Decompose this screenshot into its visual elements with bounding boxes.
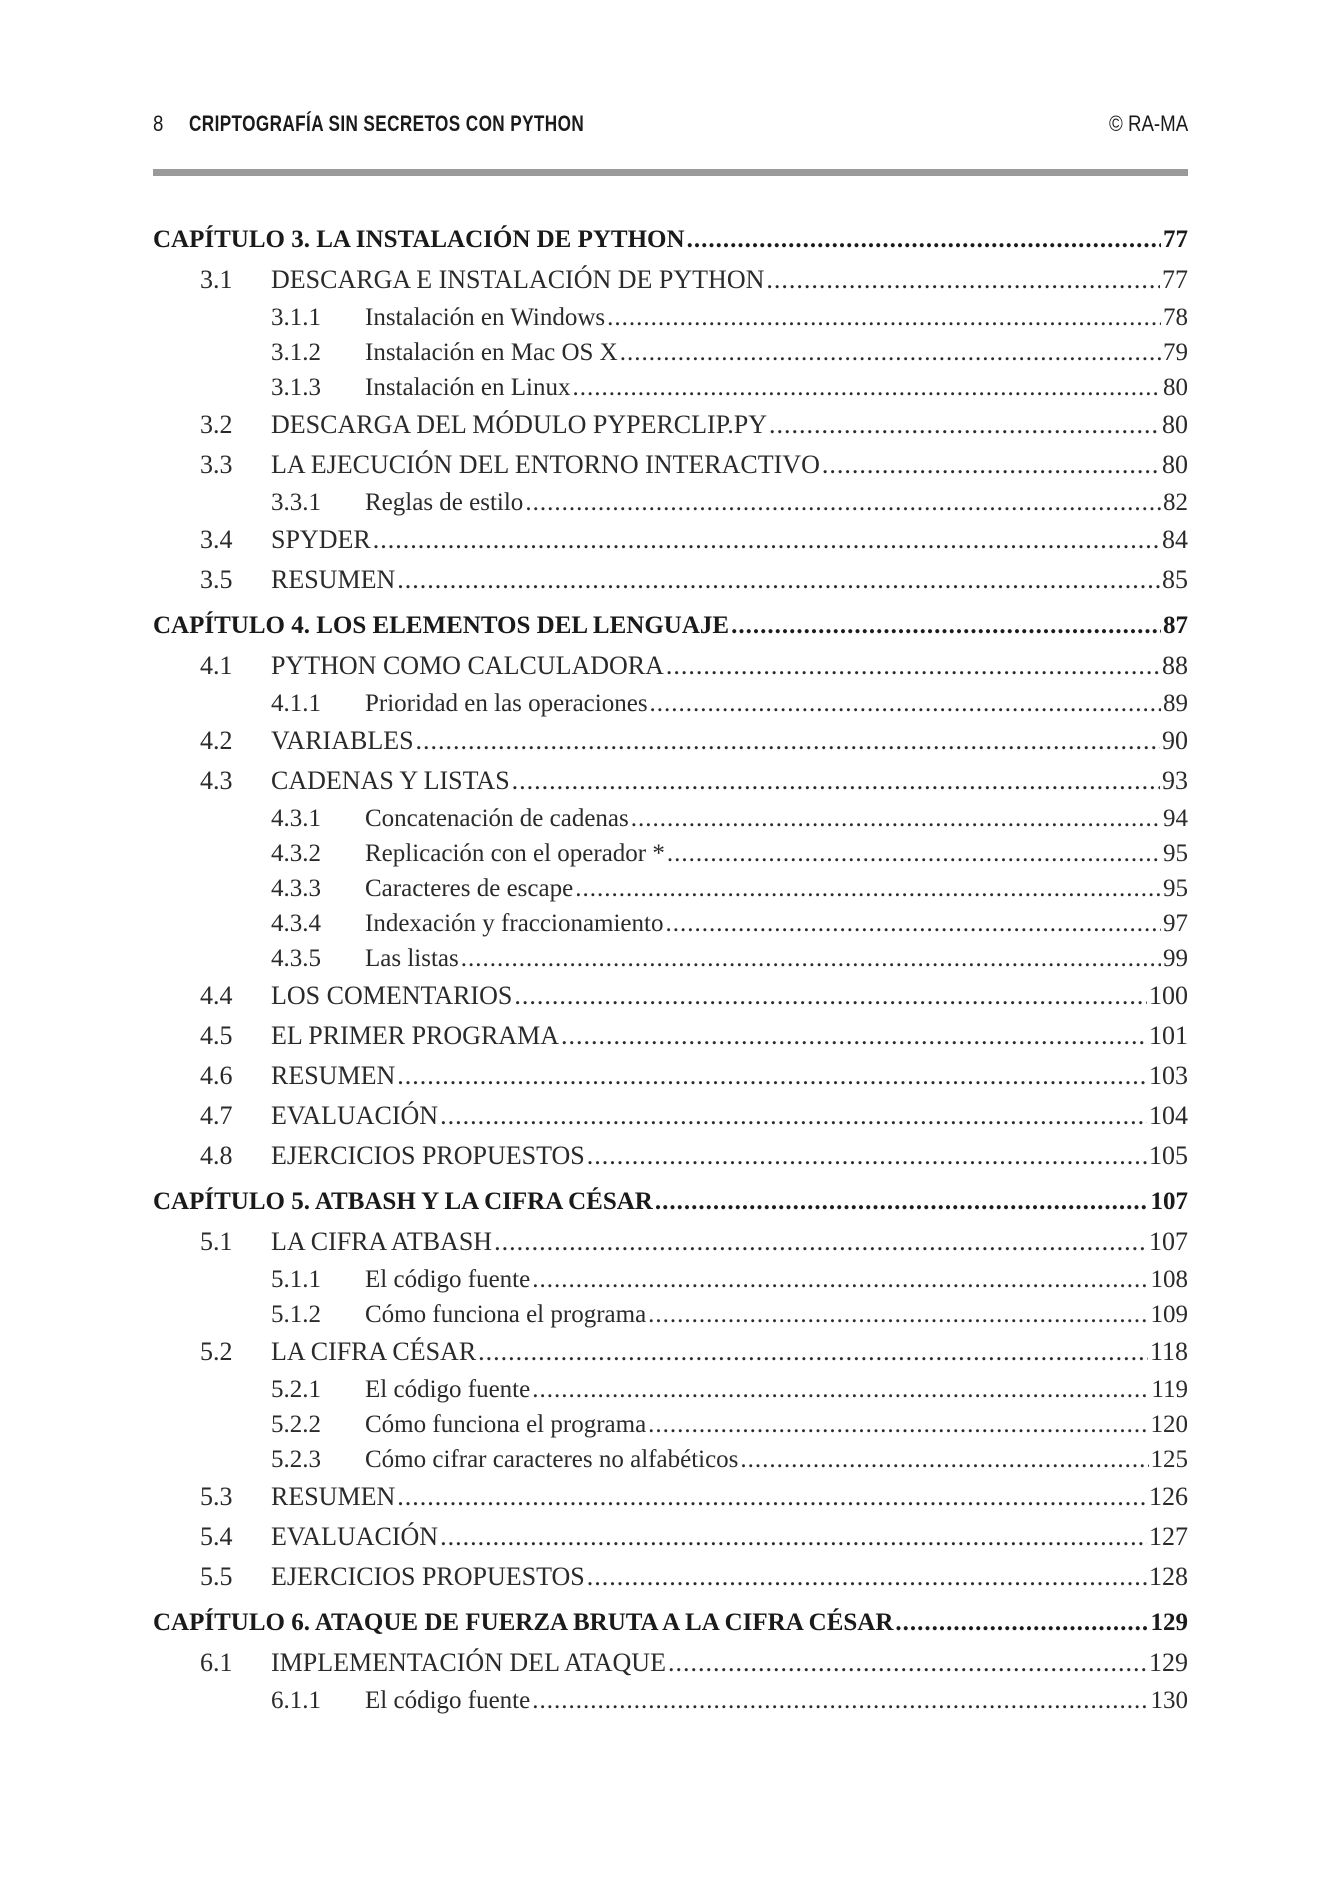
toc-entry-number: 4.5 — [200, 1021, 233, 1050]
dot-leader — [373, 520, 1160, 560]
dot-leader — [648, 1407, 1148, 1442]
dot-leader — [666, 646, 1160, 686]
toc-section-entry[interactable] — [153, 1517, 1188, 1557]
toc-entry-title: EJERCICIOS PROPUESTOS — [271, 1141, 585, 1170]
toc-entry-number: 5.4 — [200, 1522, 233, 1551]
toc-entry-page: 118 — [1149, 1337, 1188, 1366]
toc-entry-page: 77 — [1163, 226, 1188, 253]
toc-chapter-entry[interactable] — [153, 1603, 1188, 1643]
toc-entry-title: Instalación en Windows — [365, 304, 606, 331]
toc-entry-page: 89 — [1163, 690, 1188, 717]
toc-entry-page: 90 — [1162, 726, 1188, 755]
toc-entry-page: 129 — [1150, 1609, 1188, 1636]
toc-entry-page: 88 — [1162, 651, 1188, 680]
toc-entry-page: 80 — [1163, 374, 1188, 401]
toc-entry-page: 125 — [1150, 1446, 1188, 1473]
toc-section-entry[interactable] — [153, 445, 1188, 485]
toc-entry-number: 5.2.1 — [271, 1376, 321, 1403]
toc-entry-number: 4.8 — [200, 1141, 233, 1170]
toc-entry-number: 4.3.3 — [271, 875, 321, 902]
dot-leader — [650, 686, 1161, 721]
toc-entry-page: 130 — [1150, 1687, 1188, 1714]
toc-subsection-entry[interactable] — [153, 1297, 1188, 1332]
toc-entry-page: 94 — [1163, 805, 1188, 832]
toc-entry-number: 4.3.5 — [271, 945, 321, 972]
toc-entry-title: LA CIFRA CÉSAR — [271, 1337, 477, 1366]
toc-subsection-entry[interactable] — [153, 906, 1188, 941]
toc-entry-page: 95 — [1163, 840, 1188, 867]
toc-section-entry[interactable] — [153, 1016, 1188, 1056]
toc-subsection-entry[interactable] — [153, 370, 1188, 405]
dot-leader — [607, 300, 1161, 335]
toc-entry-number: 6.1 — [200, 1648, 233, 1677]
toc-entry-title: Cómo cifrar caracteres no alfabéticos — [365, 1446, 739, 1473]
toc-section-entry[interactable] — [153, 1096, 1188, 1136]
toc-entry-page: 84 — [1162, 525, 1188, 554]
dot-leader — [587, 1557, 1147, 1597]
toc-entry-page: 107 — [1149, 1227, 1188, 1256]
table-of-contents — [153, 220, 1188, 1718]
toc-entry-page: 101 — [1149, 1021, 1188, 1050]
toc-entry-title: El código fuente — [365, 1376, 531, 1403]
dot-leader — [525, 485, 1161, 520]
toc-entry-title: RESUMEN — [271, 1482, 396, 1511]
toc-entry-page: 87 — [1163, 612, 1188, 639]
dot-leader — [397, 1477, 1147, 1517]
dot-leader — [766, 260, 1160, 300]
toc-subsection-entry[interactable] — [153, 801, 1188, 836]
toc-entry-page: 80 — [1162, 410, 1188, 439]
toc-entry-title: SPYDER — [271, 525, 371, 554]
running-head — [153, 111, 1188, 141]
toc-entry-number: 4.3.4 — [271, 910, 321, 937]
dot-leader — [478, 1332, 1148, 1372]
toc-chapter-entry[interactable] — [153, 1182, 1188, 1222]
toc-section-entry[interactable] — [153, 1643, 1188, 1683]
dot-leader — [416, 721, 1160, 761]
dot-leader — [494, 1222, 1147, 1262]
toc-section-entry[interactable] — [153, 560, 1188, 600]
toc-entry-title: LA CIFRA ATBASH — [271, 1227, 493, 1256]
dot-leader — [561, 1016, 1147, 1056]
toc-subsection-entry[interactable] — [153, 871, 1188, 906]
dot-leader — [648, 1297, 1148, 1332]
toc-entry-title: CAPÍTULO 4. LOS ELEMENTOS DEL LENGUAJE — [153, 612, 730, 639]
toc-entry-number: 5.1.1 — [271, 1266, 321, 1293]
toc-entry-number: 4.4 — [200, 981, 233, 1010]
toc-entry-page: 120 — [1150, 1411, 1188, 1438]
toc-entry-page: 97 — [1163, 910, 1188, 937]
toc-section-entry[interactable] — [153, 976, 1188, 1016]
toc-entry-number: 4.1 — [200, 651, 233, 680]
toc-entry-number: 4.3 — [200, 766, 233, 795]
dot-leader — [397, 560, 1160, 600]
toc-subsection-entry[interactable] — [153, 335, 1188, 370]
dot-leader — [731, 606, 1161, 646]
toc-entry-page: 85 — [1162, 565, 1188, 594]
toc-entry-number: 4.2 — [200, 726, 233, 755]
toc-entry-title: Caracteres de escape — [365, 875, 574, 902]
toc-entry-title: El código fuente — [365, 1687, 531, 1714]
dot-leader — [687, 220, 1161, 260]
toc-section-entry[interactable] — [153, 1136, 1188, 1176]
toc-section-entry[interactable] — [153, 1557, 1188, 1597]
page-number: 8 — [153, 111, 164, 136]
toc-entry-title: LOS COMENTARIOS — [271, 981, 513, 1010]
toc-entry-number: 3.1 — [200, 265, 233, 294]
toc-entry-number: 4.3.1 — [271, 805, 321, 832]
toc-section-entry[interactable] — [153, 1222, 1188, 1262]
toc-entry-page: 93 — [1162, 766, 1188, 795]
dot-leader — [575, 871, 1161, 906]
dot-leader — [440, 1517, 1147, 1557]
toc-entry-number: 5.3 — [200, 1482, 233, 1511]
toc-entry-number: 3.1.2 — [271, 339, 321, 366]
dot-leader — [514, 976, 1147, 1016]
toc-entry-title: EL PRIMER PROGRAMA — [271, 1021, 559, 1050]
dot-leader — [573, 370, 1162, 405]
dot-leader — [667, 836, 1161, 871]
toc-entry-title: RESUMEN — [271, 565, 396, 594]
toc-entry-title: EJERCICIOS PROPUESTOS — [271, 1562, 585, 1591]
toc-entry-page: 80 — [1162, 450, 1188, 479]
toc-subsection-entry[interactable] — [153, 1407, 1188, 1442]
toc-entry-number: 3.2 — [200, 410, 233, 439]
toc-subsection-entry[interactable] — [153, 1372, 1188, 1407]
toc-entry-number: 4.1.1 — [271, 690, 321, 717]
dot-leader — [620, 335, 1161, 370]
toc-entry-title: LA EJECUCIÓN DEL ENTORNO INTERACTIVO — [271, 450, 820, 479]
toc-entry-title: CAPÍTULO 6. ATAQUE DE FUERZA BRUTA A LA CIFRA CÉSAR — [153, 1609, 894, 1636]
toc-entry-number: 5.1 — [200, 1227, 233, 1256]
toc-section-entry[interactable] — [153, 405, 1188, 445]
toc-entry-title: Indexación y fraccionamiento — [365, 910, 664, 937]
toc-entry-title: RESUMEN — [271, 1061, 396, 1090]
toc-entry-number: 4.6 — [200, 1061, 233, 1090]
toc-section-entry[interactable] — [153, 520, 1188, 560]
toc-entry-page: 82 — [1163, 489, 1188, 516]
toc-subsection-entry[interactable] — [153, 836, 1188, 871]
toc-entry-title: CAPÍTULO 5. ATBASH Y LA CIFRA CÉSAR — [153, 1188, 653, 1215]
toc-entry-number: 3.1.3 — [271, 374, 321, 401]
toc-section-entry[interactable] — [153, 1332, 1188, 1372]
toc-entry-title: IMPLEMENTACIÓN DEL ATAQUE — [271, 1648, 666, 1677]
toc-chapter-entry[interactable] — [153, 220, 1188, 260]
toc-entry-number: 5.5 — [200, 1562, 233, 1591]
toc-entry-page: 127 — [1149, 1522, 1188, 1551]
toc-entry-number: 4.7 — [200, 1101, 233, 1130]
toc-entry-page: 99 — [1163, 945, 1188, 972]
toc-entry-title: CADENAS Y LISTAS — [271, 766, 510, 795]
toc-entry-title: El código fuente — [365, 1266, 531, 1293]
toc-entry-page: 95 — [1163, 875, 1188, 902]
toc-entry-number: 3.3.1 — [271, 489, 321, 516]
toc-entry-title: DESCARGA E INSTALACIÓN DE PYTHON — [271, 265, 765, 294]
dot-leader — [822, 445, 1160, 485]
toc-entry-page: 77 — [1162, 265, 1188, 294]
dot-leader — [532, 1372, 1149, 1407]
toc-subsection-entry[interactable] — [153, 941, 1188, 976]
dot-leader — [740, 1442, 1148, 1477]
toc-entry-page: 103 — [1149, 1061, 1188, 1090]
dot-leader — [397, 1056, 1147, 1096]
toc-section-entry[interactable] — [153, 761, 1188, 801]
dot-leader — [668, 1643, 1147, 1683]
toc-entry-title: Prioridad en las operaciones — [365, 690, 648, 717]
toc-entry-title: Cómo funciona el programa — [365, 1301, 647, 1328]
dot-leader — [461, 941, 1161, 976]
toc-entry-page: 129 — [1149, 1648, 1188, 1677]
toc-entry-title: Reglas de estilo — [365, 489, 524, 516]
toc-subsection-entry[interactable] — [153, 1683, 1188, 1718]
toc-subsection-entry[interactable] — [153, 485, 1188, 520]
toc-section-entry[interactable] — [153, 260, 1188, 300]
dot-leader — [895, 1603, 1148, 1643]
toc-entry-title: Instalación en Mac OS X — [365, 339, 618, 366]
toc-entry-number: 6.1.1 — [271, 1687, 321, 1714]
toc-entry-number: 5.2.3 — [271, 1446, 321, 1473]
toc-subsection-entry[interactable] — [153, 1262, 1188, 1297]
dot-leader — [440, 1096, 1147, 1136]
toc-entry-title: EVALUACIÓN — [271, 1101, 439, 1130]
toc-entry-title: PYTHON COMO CALCULADORA — [271, 651, 664, 680]
toc-section-entry[interactable] — [153, 721, 1188, 761]
toc-entry-page: 78 — [1163, 304, 1188, 331]
toc-entry-number: 3.3 — [200, 450, 233, 479]
dot-leader — [769, 405, 1160, 445]
toc-entry-page: 108 — [1150, 1266, 1188, 1293]
dot-leader — [655, 1182, 1149, 1222]
dot-leader — [532, 1262, 1148, 1297]
toc-entry-title: VARIABLES — [271, 726, 414, 755]
toc-entry-title: Concatenación de cadenas — [365, 805, 629, 832]
dot-leader — [532, 1683, 1148, 1718]
toc-entry-number: 3.5 — [200, 565, 233, 594]
toc-subsection-entry[interactable] — [153, 300, 1188, 335]
toc-entry-page: 107 — [1150, 1188, 1188, 1215]
header-rule — [153, 169, 1188, 176]
toc-entry-number: 3.4 — [200, 525, 233, 554]
toc-section-entry[interactable] — [153, 1477, 1188, 1517]
toc-entry-number: 3.1.1 — [271, 304, 321, 331]
toc-entry-page: 79 — [1163, 339, 1188, 366]
toc-section-entry[interactable] — [153, 646, 1188, 686]
toc-entry-title: CAPÍTULO 3. LA INSTALACIÓN DE PYTHON — [153, 226, 685, 253]
toc-entry-title: Replicación con el operador * — [365, 840, 665, 867]
toc-entry-page: 104 — [1149, 1101, 1188, 1130]
toc-entry-page: 109 — [1150, 1301, 1188, 1328]
toc-entry-page: 100 — [1149, 981, 1188, 1010]
toc-subsection-entry[interactable] — [153, 1442, 1188, 1477]
toc-entry-page: 128 — [1149, 1562, 1188, 1591]
publisher-mark: © RA-MA — [1108, 111, 1188, 136]
toc-section-entry[interactable] — [153, 1056, 1188, 1096]
toc-entry-page: 126 — [1149, 1482, 1188, 1511]
book-title: CRIPTOGRAFÍA SIN SECRETOS CON PYTHON — [189, 111, 585, 136]
dot-leader — [631, 801, 1161, 836]
toc-entry-page: 119 — [1151, 1376, 1188, 1403]
toc-chapter-entry[interactable] — [153, 606, 1188, 646]
toc-entry-number: 5.1.2 — [271, 1301, 321, 1328]
toc-entry-title: Las listas — [365, 945, 459, 972]
toc-entry-title: Cómo funciona el programa — [365, 1411, 647, 1438]
toc-entry-number: 4.3.2 — [271, 840, 321, 867]
toc-entry-page: 105 — [1149, 1141, 1188, 1170]
toc-entry-title: DESCARGA DEL MÓDULO PYPERCLIP.PY — [271, 410, 767, 439]
toc-subsection-entry[interactable] — [153, 686, 1188, 721]
dot-leader — [587, 1136, 1147, 1176]
dot-leader — [512, 761, 1160, 801]
toc-entry-title: EVALUACIÓN — [271, 1522, 439, 1551]
toc-entry-title: Instalación en Linux — [365, 374, 571, 401]
dot-leader — [665, 906, 1161, 941]
toc-entry-number: 5.2 — [200, 1337, 233, 1366]
toc-entry-number: 5.2.2 — [271, 1411, 321, 1438]
